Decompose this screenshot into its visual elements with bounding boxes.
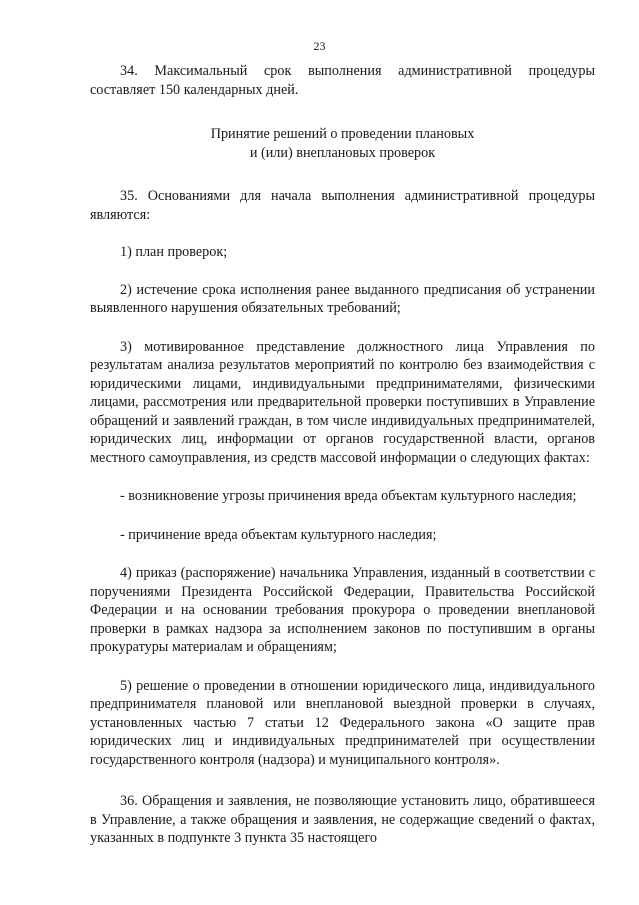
paragraph-35-item-4: 4) приказ (распоряжение) начальника Управления, изданный в соответствии с поручениями Президента Российской Федерации, Правительства Российской Федерации и на основании требования прокурора о проведении внеплановой проверки в рамках надзора за исполнением законов по поступившим в органы прокуратуры материалам и обращениям; (90, 565, 595, 655)
section-heading (90, 125, 595, 162)
paragraph-35-item-3: 3) мотивированное представление должностного лица Управления по результатам анализа результатов мероприятий по контролю без взаимодействия с юридическими лицами, индивидуальными предпринимателями, физическими лицами, рассмотрения или предварительной проверки поступивших в Управление обращений и заявлений граждан, в том числе индивидуальных предпринимателей, юридических лиц, информации от органов государственной власти, органов местного самоуправления, из средств массовой информации о следующих фактах: (90, 338, 595, 466)
section-heading-line-1: Принятие решений о проведении плановых (210, 126, 475, 142)
paragraph-36: 36. Обращения и заявления, не позволяющие установить лицо, обратившееся в Управление, а также обращения и заявления, не содержащие сведений о фактах, указанных в подпункте 3 пункта 35 настоящего (90, 793, 595, 846)
paragraph-35-item-1: 1) план проверок; (120, 244, 228, 260)
paragraph-35-item-5: 5) решение о проведении в отношении юридического лица, индивидуального предпринимателя плановой или внеплановой выездной проверки в случаях, установленных частью 7 статьи 12 Федерального закона «О защите прав юридических лиц и индивидуальных предпринимателей при осуществлении государственного контроля (надзора) и муниципального контроля». (90, 677, 595, 768)
paragraph-35-item-2: 2) истечение срока исполнения ранее выданного предписания об устранении выявленного нарушения обязательных требований; (90, 281, 595, 316)
paragraph-34: 34. Максимальный срок выполнения административной процедуры составляет 150 календарных дней. (90, 63, 595, 98)
paragraph-35-item-3-sub-a: - возникновение угрозы причинения вреда объектам культурного наследия; (120, 488, 577, 504)
paragraph-35-item-3-sub-b: - причинение вреда объектам культурного наследия; (120, 526, 437, 543)
paragraph-35: 35. Основаниями для начала выполнения административной процедуры являются: (90, 188, 595, 223)
document-body (90, 62, 595, 848)
section-heading-line-2: и (или) внеплановых проверок (249, 144, 436, 161)
page-number: 23 (313, 39, 326, 53)
